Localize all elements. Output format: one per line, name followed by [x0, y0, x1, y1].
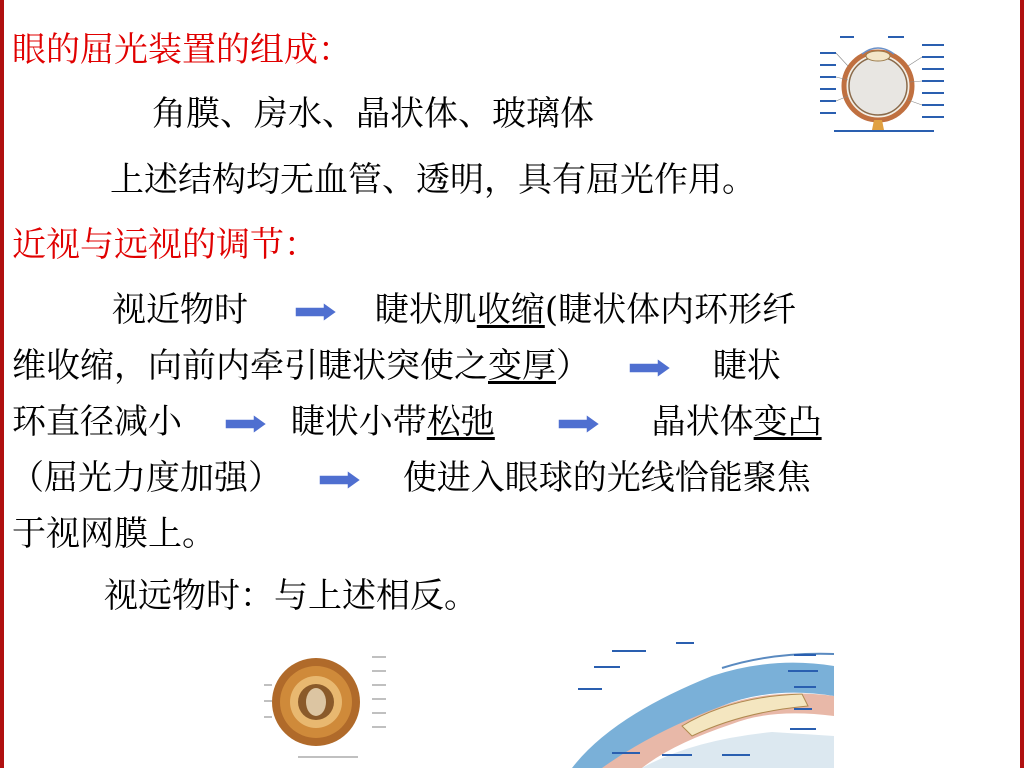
right-arrow-icon	[293, 301, 339, 323]
slide-border-right	[1020, 0, 1024, 768]
slide-border-left	[0, 0, 4, 768]
near-text-thicken: 变厚	[488, 346, 556, 386]
heading-refractive-apparatus: 眼的屈光装置的组成：	[12, 30, 352, 70]
near-text-1c: (睫状体内环形纤	[544, 290, 797, 330]
near-line-2	[12, 346, 781, 386]
near-text-3c: 晶状体	[651, 402, 754, 442]
near-text-2a: 维收缩，向前内牵引睫状突使之	[12, 346, 488, 386]
far-vision-text: 视远物时：与上述相反。	[104, 576, 478, 616]
near-line-3	[12, 402, 822, 442]
components-text: 角膜、房水、晶状体、玻璃体	[152, 94, 594, 134]
right-arrow-icon	[556, 413, 602, 435]
near-text-3a: 环直径减小	[12, 402, 182, 442]
anterior-chamber-angle-image	[572, 636, 834, 768]
near-text-4a: （屈光力度加强）	[10, 458, 282, 498]
near-line-4	[10, 458, 811, 498]
near-line-1	[112, 290, 796, 330]
near-text-1a: 视近物时	[112, 290, 248, 330]
description-text: 上述结构均无血管、透明，具有屈光作用。	[110, 160, 756, 200]
near-line-5: 于视网膜上。	[12, 514, 216, 554]
near-text-contract: 收缩	[476, 290, 545, 330]
eye-front-image	[258, 640, 408, 768]
near-text-1b: 睫状肌	[374, 290, 477, 330]
near-text-2c: 睫状	[712, 346, 781, 386]
near-text-relax: 松弛	[426, 402, 495, 442]
right-arrow-icon	[627, 357, 673, 379]
right-arrow-icon	[317, 469, 363, 491]
eyeball-section-image	[818, 30, 950, 138]
near-text-4b: 使进入眼球的光线恰能聚焦	[402, 458, 811, 498]
heading-accommodation: 近视与远视的调节：	[12, 225, 318, 265]
right-arrow-icon	[223, 413, 269, 435]
near-text-2b: ）	[556, 346, 590, 386]
near-text-convex: 变凸	[753, 402, 822, 442]
near-text-3b: 睫状小带	[290, 402, 427, 442]
